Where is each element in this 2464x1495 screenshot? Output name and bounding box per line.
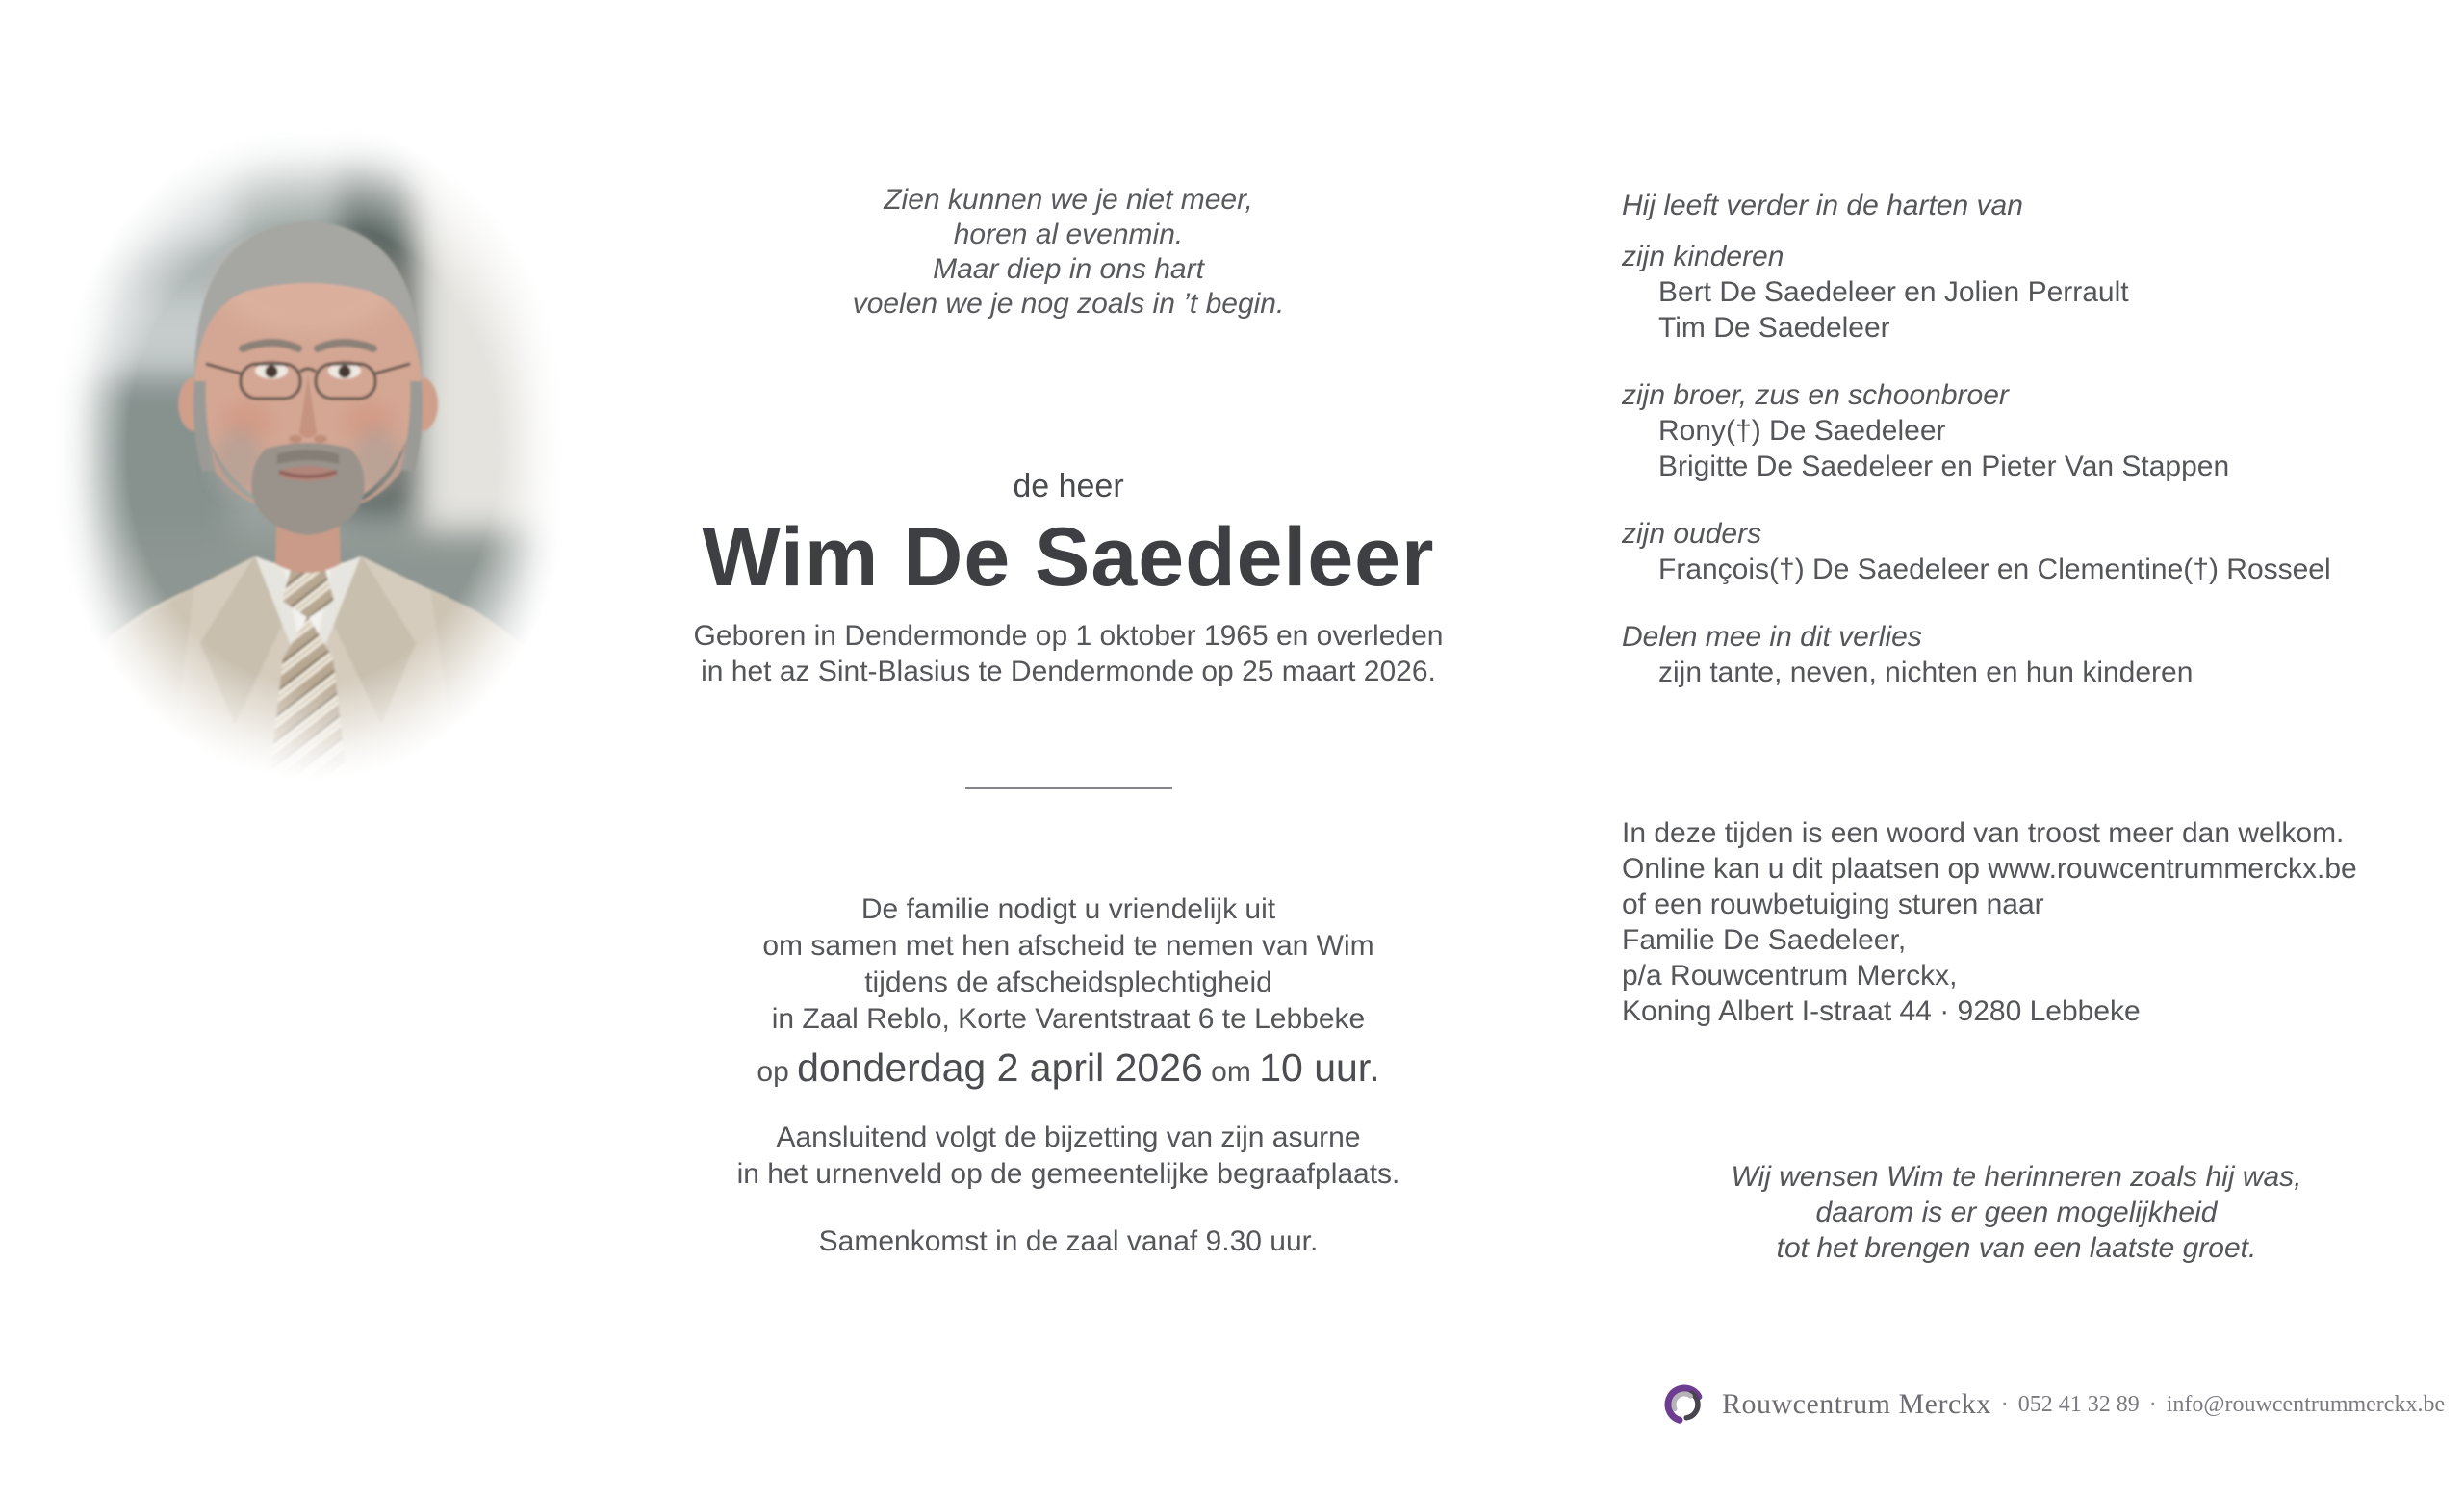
time-prefix: om (1202, 1056, 1260, 1088)
footer-email: info@rouwcentrummerckx.be (2166, 1391, 2446, 1417)
condolences-line: Online kan u dit plaatsen op www.rouwcentrummerckx.be (1622, 853, 2357, 885)
gathering-info: Samenkomst in de zaal vanaf 9.30 uur. (818, 1225, 1319, 1257)
family-intro: Hij leeft verder in de harten van (1622, 190, 2023, 221)
life-dates-line: in het az Sint-Blasius te Dendermonde op 25 maart 2026. (701, 656, 1436, 687)
invitation (635, 891, 1502, 1098)
remembrance-note (1622, 1159, 2411, 1266)
funeral-home-logo-icon (1662, 1382, 1707, 1427)
footer-separator: · (2000, 1391, 2009, 1417)
ceremony-time: 10 uur. (1259, 1045, 1380, 1090)
burial-info (635, 1120, 1502, 1193)
funeral-home-name: Rouwcentrum Merckx (1722, 1388, 1991, 1420)
family-member: Brigitte De Saedeleer en Pieter Van Stappen (1658, 451, 2230, 482)
family-group-shared-loss (1622, 619, 2411, 690)
family-group-label: zijn broer, zus en schoonbroer (1622, 379, 2009, 411)
family-member: Rony(†) De Saedeleer (1658, 415, 1946, 447)
invitation-line: De familie nodigt u vriendelijk uit (860, 893, 1276, 925)
ceremony-date-line (635, 1042, 1502, 1098)
remembrance-line: daarom is er geen mogelijkheid (1815, 1197, 2218, 1228)
family-group-siblings (1622, 377, 2411, 484)
invitation-line: tijdens de afscheidsplechtigheid (864, 967, 1272, 998)
condolences-line: p/a Rouwcentrum Merckx, (1622, 960, 1958, 992)
burial-line: in het urnenveld op de gemeentelijke begraafplaats. (736, 1158, 1400, 1190)
deceased-photo (50, 123, 575, 807)
invitation-line: om samen met hen afscheid te nemen van Wim (762, 930, 1374, 962)
poem-line: voelen we je nog zoals in ’t begin. (852, 288, 1285, 320)
family-group-label: zijn kinderen (1622, 241, 1784, 272)
ceremony-date: donderdag 2 april 2026 (797, 1045, 1203, 1090)
footer-separator: · (2148, 1391, 2157, 1417)
family-group-children (1622, 239, 2411, 346)
family-group-label: zijn ouders (1622, 518, 1762, 550)
condolences-info (1622, 815, 2411, 1029)
family-member: Tim De Saedeleer (1658, 312, 1890, 344)
condolences-line: Koning Albert I-straat 44 · 9280 Lebbeke (1622, 995, 2141, 1027)
poem-line: Zien kunnen we je niet meer, (884, 184, 1253, 216)
date-prefix: op (757, 1056, 798, 1088)
family-member: zijn tante, neven, nichten en hun kinderen (1658, 657, 2194, 688)
poem-line: horen al evenmin. (953, 219, 1184, 250)
poem-line: Maar diep in ons hart (933, 253, 1204, 285)
condolences-line: of een rouwbetuiging sturen naar (1622, 889, 2044, 920)
remembrance-line: tot het brengen van een laatste groet. (1776, 1232, 2257, 1264)
salutation: de heer (1013, 468, 1124, 504)
footer-phone: 052 41 32 89 (2017, 1391, 2140, 1417)
divider-rule (965, 787, 1172, 789)
deceased-name: Wim De Saedeleer (702, 511, 1435, 604)
family-group-label: Delen mee in dit verlies (1622, 621, 1922, 653)
family-member: François(†) De Saedeleer en Clementine(†) Rosseel (1658, 554, 2331, 585)
photo-soft-edge (48, 121, 577, 809)
remembrance-line: Wij wensen Wim te herinneren zoals hij was, (1731, 1161, 2302, 1193)
family-group-parents (1622, 516, 2411, 587)
family-member: Bert De Saedeleer en Jolien Perrault (1658, 276, 2129, 308)
condolences-line: In deze tijden is een woord van troost meer dan welkom. (1622, 817, 2345, 849)
invitation-line: in Zaal Reblo, Korte Varentstraat 6 te Lebbeke (771, 1003, 1366, 1035)
poem (635, 183, 1502, 322)
right-column (1622, 0, 2411, 1266)
burial-line: Aansluitend volgt de bijzetting van zijn asurne (776, 1121, 1361, 1153)
life-dates (635, 618, 1502, 689)
condolences-line: Familie De Saedeleer, (1622, 924, 1907, 956)
funeral-home-footer (1662, 1382, 2445, 1427)
center-column (635, 0, 1502, 1260)
life-dates-line: Geboren in Dendermonde op 1 oktober 1965 en overleden (693, 620, 1444, 652)
